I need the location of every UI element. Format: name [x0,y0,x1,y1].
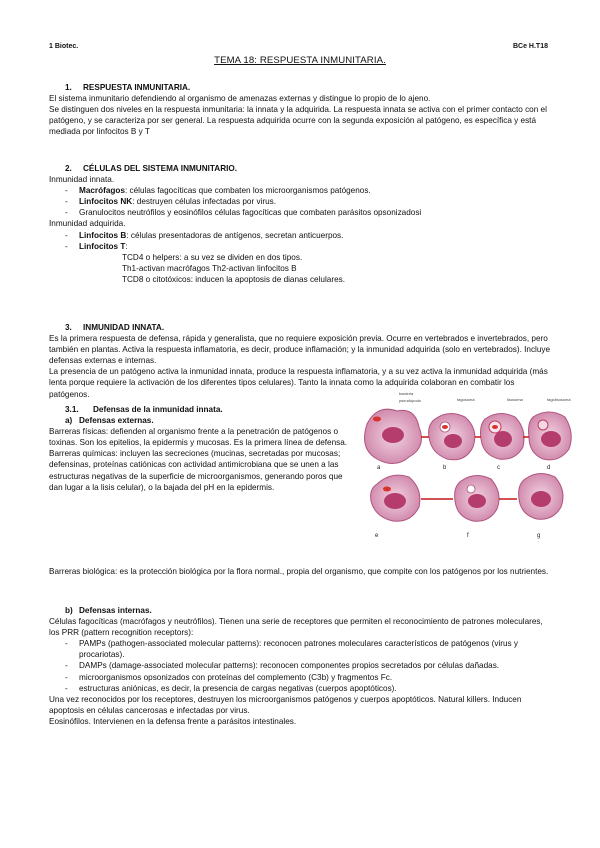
list-item: - estructuras aniónicas, es decir, la presencia de cargas negativas (cuerpos apoptóticos). [49,683,554,694]
paragraph: Se distinguen dos niveles en la respuesta inmunitaria: la innata y la adquirida. La respuesta innata se activa con el primer contacto con el patógeno, y se caracteriza por ser general. La respuesta adquirida ocurre con la segunda exposición al patógeno, es específica y está mediada por linfocitos B y T [49,105,547,137]
paragraph: El sistema inmunitario defendiendo al organismo de amenazas externas y distingue lo propio de lo ajeno. [49,94,431,104]
barreras-biologicas [49,566,554,577]
subsubsection-heading: a) Defensas externas. [65,416,154,426]
prr-list [49,638,554,693]
section-defensas-externas [49,404,349,493]
figure-top-label: fagolisosoma [547,397,571,402]
cell-e [371,475,420,521]
section-inmunidad-innata [49,322,554,400]
figure-letter: g [537,533,541,539]
phagocytosis-figure [357,389,575,549]
t-sub-item: Th1-activan macrófagos Th2-activan linfocitos B [122,263,297,273]
figure-top-label: fagosoma [457,397,475,402]
figure-letter: f [467,533,469,539]
figure-letter: a [377,465,381,471]
bacteria [373,417,381,422]
figure-letter: b [443,465,447,471]
document-title: TEMA 18: RESPUESTA INMUNITARIA. [214,55,386,66]
cell-g [519,473,563,519]
section-respuesta-inmunitaria [49,82,554,137]
t-sub-item: TCD4 o helpers: a su vez se dividen en dos tipos. [122,252,303,262]
section-heading: 1. RESPUESTA INMUNITARIA. [65,83,191,92]
list-item: - Linfocitos NK: destruyen células infectadas por virus. [49,196,554,207]
section-defensas-internas [49,605,554,727]
figure-top-label: lisosoma [507,397,523,402]
innate-list [49,185,554,218]
list-item: - Macrófagos: células fagocíticas que combaten los microorganismos patógenos. [49,185,554,196]
figure-letter: d [547,465,551,471]
cell-a [365,409,422,463]
paragraph: Barreras físicas: defienden al organismo frente a la penetración de patógenos o toxinas. Son los epitelios, la epidermis y mucosas. Es la primera línea de defensa. [49,427,348,448]
section-heading: 2. CÉLULAS DEL SISTEMA INMUNITARIO. [65,164,238,173]
header-left: 1 Biotec. [49,43,79,50]
list-item: - Linfocitos B: células presentadoras de antígenos, secretan anticuerpos. [49,230,554,241]
t-sub-item: TCD8 o citotóxicos: inducen la apoptosis de dianas celulares. [122,274,346,284]
paragraph: Barreras biológica: es la protección biológica por la flora normal., propia del organismo, que compite con los patógenos por los nutrientes. [49,567,549,576]
header-right: BCe H.T18 [512,43,548,50]
list-item: - DAMPs (damage-associated molecular patterns): reconocen componentes propios secretados por células dañadas. [49,660,554,671]
innate-label: Inmunidad innata. [49,175,115,185]
cell-d [529,412,572,460]
subsection-heading: 3.1. Defensas de la inmunidad innata. [65,405,223,414]
list-item: - Linfocitos T: [49,241,554,252]
figure-letter: e [375,533,379,539]
paragraph: La presencia de un patógeno activa la inmunidad innata, produce la respuesta inflamatoria, y a su vez activa la inmunidad adquirida (más lenta porque requiere la activación de los diferentes tipos celulares). Tanto la innata como la adquirida colaboran en combatir los patógenos. [49,367,548,399]
paragraph: Es la primera respuesta de defensa, rápida y generalista, que no requiere exposición previa. Ocurre en vertebrados e invertebrados, pero también en plantas. Activa la respuesta inflamatoria, es decir, produce inflamación; y la inmunidad adquirida (solo en vertebrados). Incluye defensas externas e internas. [49,334,551,366]
cell-c [481,413,525,459]
paragraph: Una vez reconocidos por los receptores, destruyen los microorganismos patógenos y cuerpos apoptóticos. Natural killers. Inducen apoptosis en células cancerosas e infectadas por virus. [49,694,522,715]
paragraph: Células fagocíticas (macrófagos y neutrófilos). Tienen una serie de receptores que permiten el reconocimiento de patrones moleculares, los PRR (pattern recognition receptors): [49,617,543,638]
list-item: - microorganismos opsonizados con proteínas del complemento (C3b) y fragmentos Fc. [49,672,554,683]
figure-top-label: pseudópodo [399,398,422,403]
acquired-list [49,230,554,252]
subsubsection-heading: b) Defensas internas. [65,606,152,615]
cell-f [455,475,499,521]
figure-letter: c [497,465,500,471]
list-item: - PAMPs (pathogen-associated molecular patterns): reconocen patrones moleculares característicos de patógenos (virus y procariotas). [49,638,554,660]
acquired-label: Inmunidad adquirida. [49,219,126,229]
list-item: - Granulocitos neutrófilos y eosinófilos células fagocíticas que combaten parásitos opsonizadosi [49,207,554,218]
paragraph: Eosinófilos. Intervienen en la defensa frente a parásitos intestinales. [49,716,297,726]
cell-b [429,413,475,459]
figure-top-label: bacteria [399,391,414,396]
paragraph: Barreras químicas: incluyen las secreciones (mucinas, secretadas por mucosas; defensinas, proteínas catiónicas con actividad antimicrobiana que se unen a las estructuras negativas de la superficie de microorganismos, generando poros que dan lugar a la lisis celular), o la bajada del pH en la epidermis. [49,449,343,492]
section-celulas [49,163,554,285]
section-heading: 3. INMUNIDAD INNATA. [65,323,165,332]
